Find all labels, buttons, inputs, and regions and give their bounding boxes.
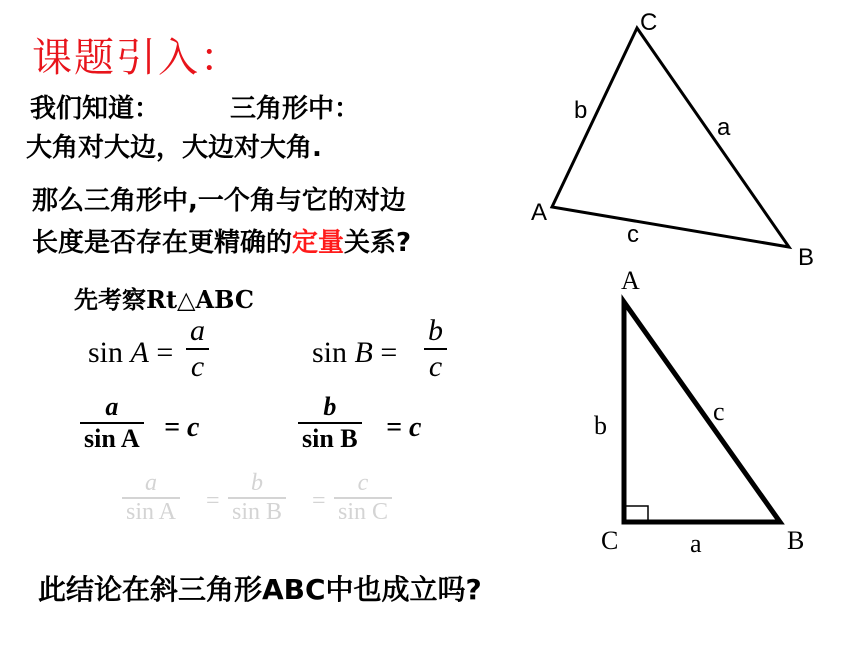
oblique-side-c: c xyxy=(627,221,639,248)
question-line-2-pre: 长度是否存在更精确的 xyxy=(32,228,293,258)
oblique-vertex-B: B xyxy=(798,244,815,271)
right-side-b: b xyxy=(594,411,607,440)
intro-line-2: 大角对大边，大边对大角. xyxy=(26,133,322,163)
question-line-2-post: 关系? xyxy=(344,228,412,258)
right-vertex-C: C xyxy=(601,526,619,555)
denominator: c xyxy=(190,350,205,383)
ratioB-rhs: = c xyxy=(386,412,422,443)
right-vertex-B: B xyxy=(787,526,805,555)
numerator: b xyxy=(428,314,443,347)
sin-fn: sin xyxy=(88,336,124,369)
law-equals-2: = xyxy=(312,488,326,514)
numerator: a xyxy=(145,470,157,496)
question-line-1: 那么三角形中,一个角与它的对边 xyxy=(32,186,406,216)
numerator: b xyxy=(251,470,263,496)
equals-sign: = xyxy=(156,336,174,369)
numerator: a xyxy=(105,392,119,421)
right-side-c: c xyxy=(713,397,725,426)
intro-line-1b: 三角形中： xyxy=(230,94,361,124)
var-A: A xyxy=(130,336,149,369)
consider-heading: 先考察Rt△ABC xyxy=(74,285,254,314)
numerator: b xyxy=(323,392,337,421)
oblique-side-a: a xyxy=(717,114,731,141)
denominator: sin A xyxy=(84,424,140,453)
right-triangle xyxy=(624,302,780,522)
law-equals-1: = xyxy=(206,488,220,514)
ratioA-rhs: = c xyxy=(164,412,200,443)
var-B: B xyxy=(354,336,373,369)
numerator: c xyxy=(357,470,369,496)
intro-line-1a: 我们知道： xyxy=(30,94,161,124)
right-vertex-A: A xyxy=(621,266,640,295)
right-side-a: a xyxy=(690,529,702,558)
oblique-vertex-A: A xyxy=(531,199,548,226)
numerator: a xyxy=(190,314,205,347)
denominator: c xyxy=(428,350,443,383)
sin-fn: sin xyxy=(312,336,348,369)
question-highlight: 定量 xyxy=(292,228,345,258)
oblique-side-b: b xyxy=(574,97,588,124)
denominator: sin B xyxy=(232,499,283,525)
denominator: sin A xyxy=(126,499,177,525)
equals-sign: = xyxy=(380,336,398,369)
denominator: sin B xyxy=(302,424,358,453)
oblique-vertex-C: C xyxy=(640,9,658,36)
denominator: sin C xyxy=(338,499,389,525)
slide-title: 课题引入： xyxy=(32,35,242,81)
conclusion-question: 此结论在斜三角形ABC中也成立吗? xyxy=(38,573,482,606)
oblique-triangle xyxy=(552,28,789,247)
